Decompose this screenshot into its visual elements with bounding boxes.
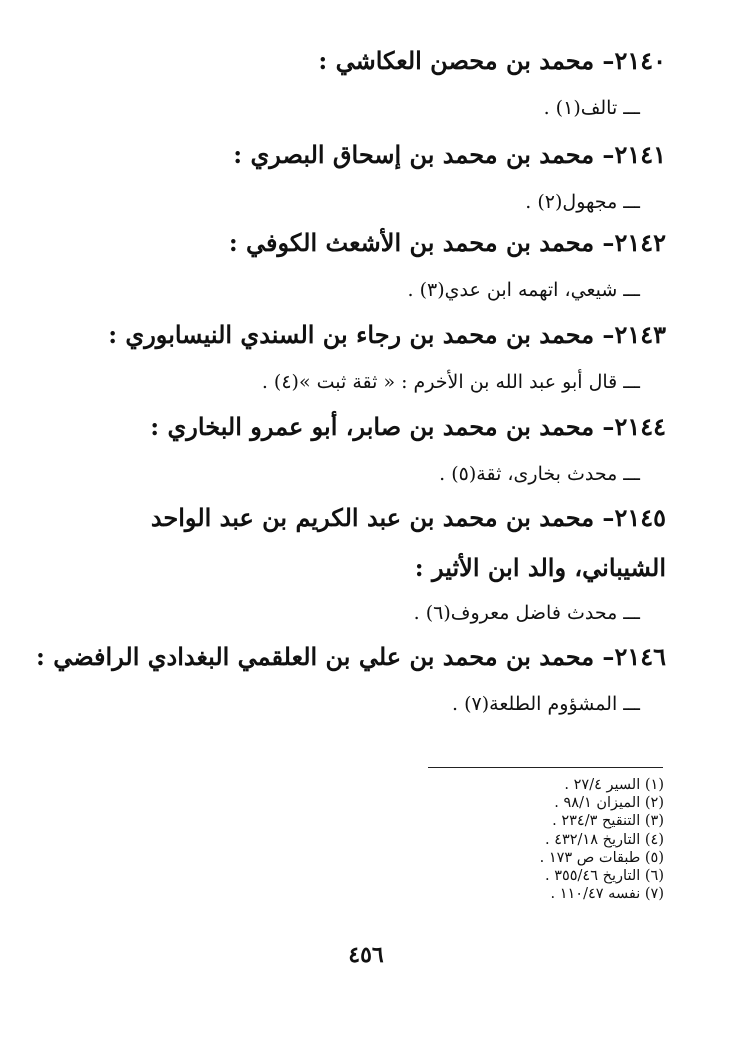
entry-2142	[86, 228, 666, 302]
footnotes	[364, 776, 664, 903]
entry-description: ـــ تالف(١) .	[543, 97, 640, 119]
footnote-4: (٤) التاريخ ٤٣٢/١٨ .	[544, 831, 664, 848]
entry-heading: ٢١٤٠– محمد بن محصن العكاشي :	[318, 46, 666, 75]
entry-description: ـــ المشؤوم الطلعة(٧) .	[452, 693, 640, 715]
entry-2141	[86, 140, 666, 214]
footnote-5: (٥) طبقات ص ١٧٣ .	[539, 849, 664, 866]
entry-2145	[86, 493, 666, 625]
entry-number: ٢١٤٣	[614, 320, 666, 349]
entry-description: ـــ مجهول(٢) .	[525, 191, 640, 213]
entry-number: ٢١٤٢	[614, 228, 666, 257]
page-number: ٤٥٦	[348, 942, 384, 968]
entry-description: ـــ قال أبو عبد الله بن الأخرم : « ثقة ثبت »(٤) .	[261, 371, 640, 393]
entry-description: ـــ محدث بخارى، ثقة(٥) .	[439, 463, 640, 485]
footnote-7: (٧) نفسه ١١٠/٤٧ .	[550, 886, 664, 903]
entry-heading: ٢١٤٥– محمد بن محمد بن عبد الكريم بن عبد الواحد الشيباني، والد ابن الأثير :	[150, 503, 666, 582]
entry-name: محمد بن محمد بن عبد الكريم بن عبد الواحد الشيباني، والد ابن الأثير :	[150, 503, 666, 582]
entry-number: ٢١٤٦	[614, 642, 666, 671]
entry-name: محمد بن محمد بن رجاء بن السندي النيسابوري :	[108, 320, 595, 349]
entry-heading: ٢١٤٤– محمد بن محمد بن صابر، أبو عمرو البخاري :	[150, 412, 666, 441]
entry-heading: ٢١٤٣– محمد بن محمد بن رجاء بن السندي النيسابوري :	[108, 320, 666, 349]
entry-2143	[86, 320, 666, 394]
footnote-1: (١) السير ٢٧/٤ .	[564, 777, 664, 793]
entry-description: ـــ شيعي، اتهمه ابن عدي(٣) .	[407, 279, 640, 301]
entry-2146	[36, 642, 666, 716]
entry-name: محمد بن محمد بن صابر، أبو عمرو البخاري :	[150, 412, 595, 441]
footnote-divider	[428, 767, 663, 768]
entry-name: محمد بن محمد بن إسحاق البصري :	[233, 140, 595, 169]
entry-2140	[86, 46, 666, 120]
footnote-3: (٣) التنقيح ٢٣٤/٣ .	[552, 813, 664, 830]
entry-2144	[86, 412, 666, 486]
entry-number: ٢١٤٥	[614, 503, 666, 532]
entry-heading: ٢١٤٢– محمد بن محمد بن الأشعث الكوفي :	[228, 228, 666, 257]
entry-name: محمد بن محمد بن الأشعث الكوفي :	[228, 228, 595, 257]
entry-heading: ٢١٤٦– محمد بن محمد بن علي بن العلقمي البغدادي الرافضي :	[36, 642, 666, 671]
entry-heading: ٢١٤١– محمد بن محمد بن إسحاق البصري :	[233, 140, 666, 169]
footnote-6: (٦) التاريخ ٣٥٥/٤٦ .	[544, 868, 664, 885]
entry-name: محمد بن محمد بن علي بن العلقمي البغدادي الرافضي :	[36, 642, 595, 671]
footnote-2: (٢) الميزان ٩٨/١ .	[554, 795, 664, 812]
entry-number: ٢١٤٤	[614, 412, 666, 441]
entry-name: محمد بن محصن العكاشي :	[318, 46, 595, 75]
entry-description: ـــ محدث فاضل معروف(٦) .	[413, 602, 640, 624]
entry-number: ٢١٤١	[614, 140, 666, 169]
entry-number: ٢١٤٠	[614, 46, 666, 75]
